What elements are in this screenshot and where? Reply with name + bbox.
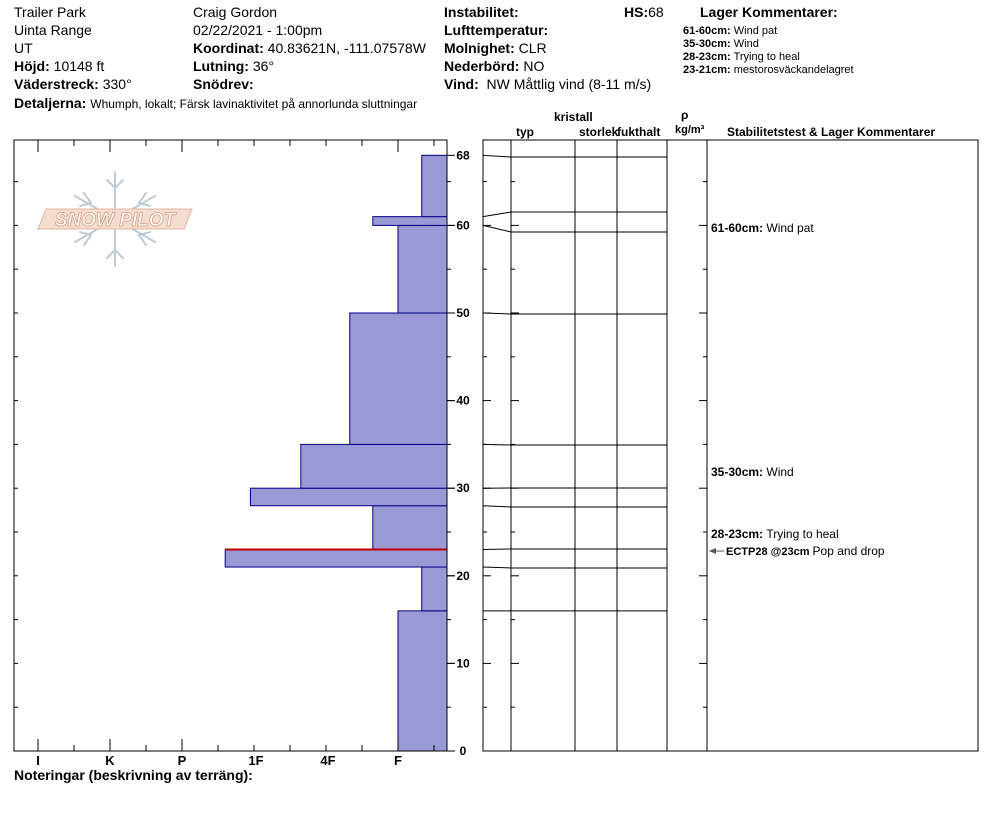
snow-layer-bar [398,611,447,751]
stability-comment [726,544,885,558]
stability-comment-range: 61-60cm: [711,221,767,235]
layer-comment-text: Wind pat [733,25,778,37]
depth-tick-label: 20 [456,568,470,583]
elevation-label: Höjd: [14,58,50,74]
snowpilot-logo [38,172,192,266]
stability-comment-range: 28-23cm: [711,527,767,541]
layer-boundary-connector [483,444,511,445]
wind-label: Vind: [444,76,479,92]
hardness-tick-label: 4F [320,753,336,768]
depth-tick-label: 10 [456,656,470,671]
hardness-tick-label: 1F [248,753,264,768]
layer-comment-range: 61-60cm: [683,25,731,37]
layer-boundary-connector [483,212,511,217]
hardness-tick-label: F [394,753,402,768]
layer-comment-range: 35-30cm: [683,38,731,50]
stability-comment-text: Wind pat [766,221,814,235]
snow-layer-bar [301,444,447,488]
precip-label: Nederbörd: [444,58,520,74]
range-name: Uinta Range [14,22,92,38]
layer-comments-title: Lager Kommentarer: [700,4,838,20]
coordinate-label: Koordinat: [193,40,264,56]
wind-value: NW Måttlig vind (8-11 m/s) [486,76,652,92]
details-label: Detaljerna: [14,95,87,111]
layer-comment-text: Trying to heal [733,51,800,63]
datetime: 02/22/2021 - 1:00pm [193,22,323,38]
instability-label: Instabilitet: [444,4,519,20]
snow-layer-bar [422,155,447,216]
layer-comment-range: 23-21cm: [683,64,731,76]
hardness-tick-label: P [177,753,187,768]
snow-layer-bar [225,550,447,568]
col-density-symbol: ρ [681,108,689,122]
col-density-unit: kg/m³ [675,124,705,136]
depth-tick-label: 0 [459,744,467,758]
slope-value: 36° [252,58,275,74]
snow-layer-bar [373,506,447,550]
snow-layer-bar [398,225,447,313]
test-arrow-head [709,548,716,554]
stability-comment [711,465,794,479]
stability-comment-text: Wind [766,465,794,479]
logo-text: SNOW PILOT [54,210,176,231]
slope-label: Lutning: [193,58,249,74]
layer-boundary-connector [483,155,511,157]
details-value: Whumph, lokalt; Färsk lavinaktivitet på annorlunda sluttningar [90,97,418,111]
layer-comment-range: 28-23cm: [683,51,731,63]
stability-comment-range: 35-30cm: [711,465,767,479]
layer-comment-text: Wind [733,38,759,50]
state-name: UT [14,40,33,56]
elevation-value: 10148 ft [53,58,105,74]
layer-boundary-connector [483,313,511,314]
col-crystal: kristall [554,110,593,124]
stability-comment [711,527,839,541]
snow-layer-bar [373,217,447,226]
snow-layer-bar [422,567,447,611]
stability-comment-text: Trying to heal [766,527,839,541]
depth-tick-label: 60 [456,218,470,233]
notes-label: Noteringar (beskrivning av terräng): [14,767,253,783]
layer-boundary-connector [483,549,511,550]
hs-label: HS: [624,4,649,20]
sky-label: Molnighet: [444,40,515,56]
col-type: typ [516,125,534,139]
coordinate-value: 40.83621N, -111.07578W [267,40,426,56]
col-size: storlek [579,125,619,139]
aspect-label: Väderstreck: [14,76,99,92]
stability-comment-range: ECTP28 @23cm [726,546,813,558]
col-moisture: fukthalt [617,125,661,139]
hardness-tick-label: I [36,753,40,768]
snow-layer-bar [350,313,447,444]
observer-name: Craig Gordon [193,4,278,20]
stability-comment-text: Pop and drop [812,544,885,558]
depth-tick-label: 68 [456,148,470,163]
depth-tick-label: 40 [456,393,470,408]
aspect-value: 330° [102,76,132,92]
airtemp-label: Lufttemperatur: [444,22,549,38]
layer-comment-text: mestorosväckandelagret [733,64,854,76]
depth-tick-label: 50 [456,306,470,320]
location-name: Trailer Park [14,4,86,20]
hardness-tick-label: K [105,753,115,768]
hs-value: 68 [648,4,664,20]
layer-boundary-connector [483,225,511,232]
depth-tick-label: 30 [456,481,470,496]
layer-boundary-connector [483,567,511,568]
drift-label: Snödrev: [193,76,254,92]
precip-value: NO [523,58,545,74]
sky-value: CLR [518,40,547,56]
snow-layer-bar [250,488,447,506]
col-stability: Stabilitetstest & Lager Kommentarer [727,125,936,139]
layer-boundary-connector [483,506,511,507]
stability-comment [711,221,814,235]
